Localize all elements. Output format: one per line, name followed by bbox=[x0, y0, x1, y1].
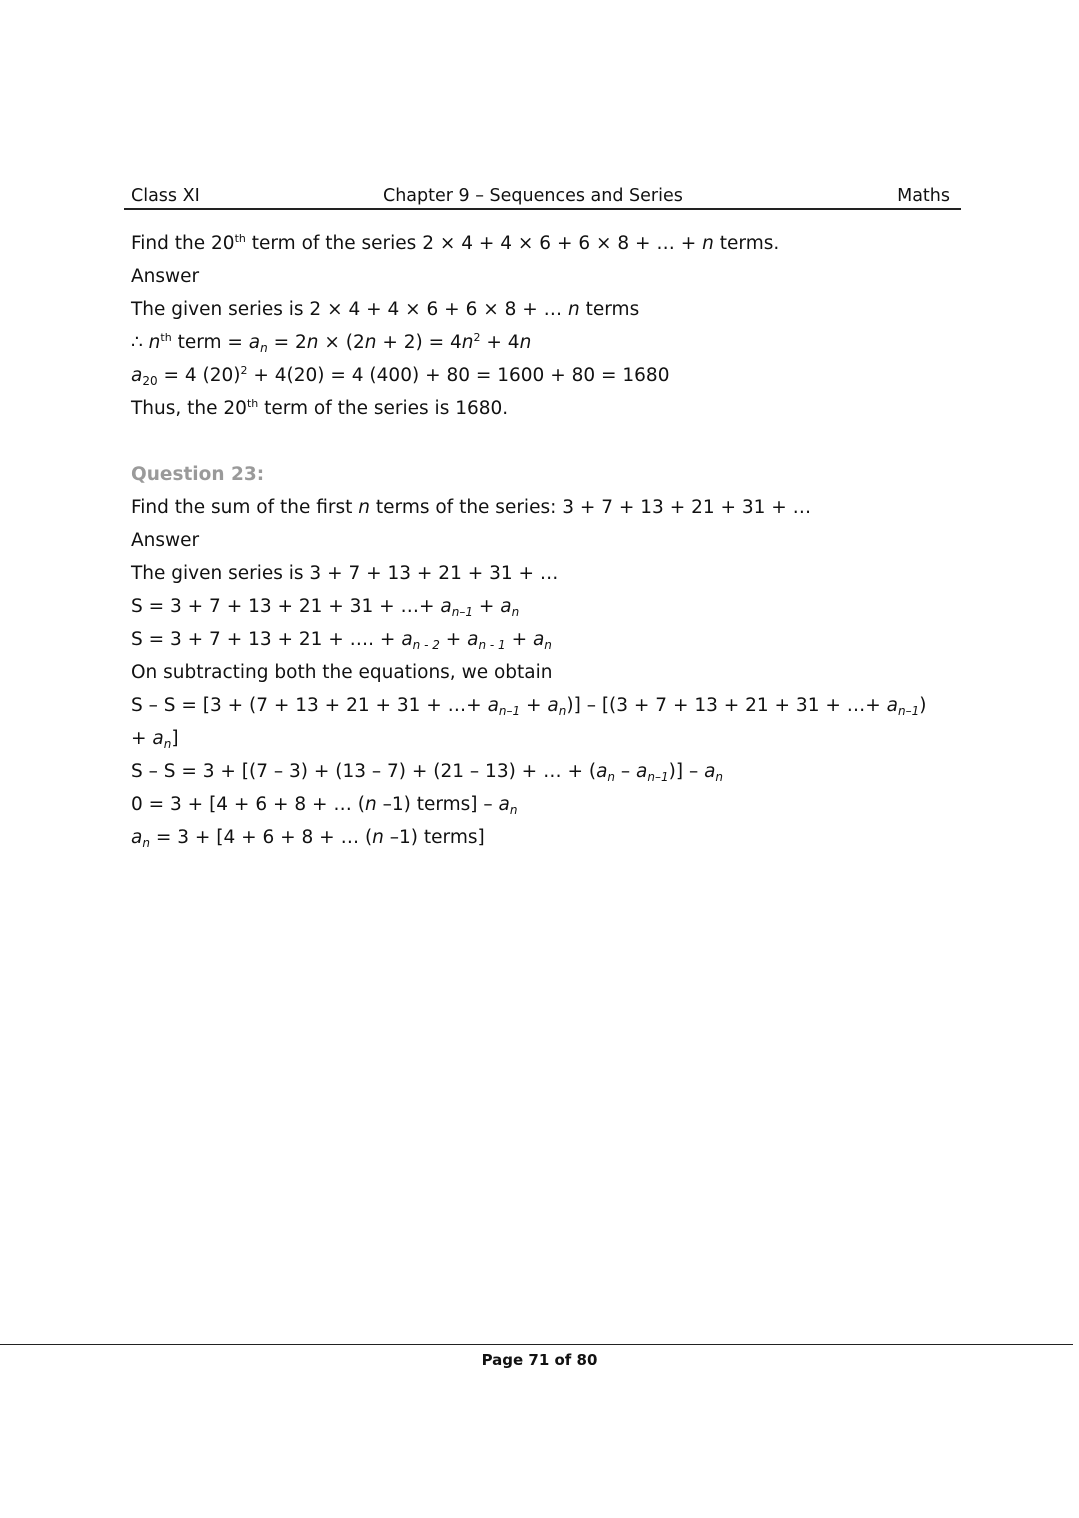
q23-ss-equation-1: S – S = [3 + (7 + 13 + 21 + 31 + …+ $a_{n-1} + a_n)] - [(3 + 7 + 13 + 21 + 31$ + …+ $a_{n-1}$) bbox=[131, 695, 927, 718]
q23-question: Find the sum of the first n terms of the series: 3 + 7 + 13 + 21 + 31 + … bbox=[131, 497, 812, 518]
header-class: Class XI bbox=[131, 186, 200, 206]
q22-conclusion: Thus, the 20th term of the series is 1680. bbox=[131, 397, 509, 419]
footer-divider bbox=[0, 1344, 1073, 1345]
q23-ss-equation-1-cont: + $a_n$] bbox=[131, 728, 179, 751]
spacer bbox=[131, 425, 961, 458]
page-number: Page 71 of 80 bbox=[481, 1351, 598, 1369]
q23-ss-equation-2: S – S = 3 + [(7 – 3) + (13 – 7) + (21 – 13) + … + $(a_n - a_{n-1})] - a_n$ bbox=[131, 761, 724, 784]
q23-s-equation-2: S = 3 + 7 + 13 + 21 + …. + $a_{n - 2} + a_{n - 1} + a_n$ bbox=[131, 629, 552, 652]
q22-given: The given series is 2 × 4 + 4 × 6 + 6 × 8 + … n terms bbox=[131, 299, 640, 320]
q23-heading: Question 23: bbox=[131, 464, 265, 485]
q22-nth-term: ∴ $n^{th}$ term = $a_n = 2n \times (2n + 2) = 4n^2 + 4n$ bbox=[131, 331, 532, 355]
q23-answer-label: Answer bbox=[131, 530, 200, 551]
page-header bbox=[124, 186, 961, 210]
q23-s-equation-1: S = 3 + 7 + 13 + 21 + 31 + …+ $a_{n-1} + a_n$ bbox=[131, 596, 520, 619]
q23-an-equation: $a_n = 3 + [4 + 6 + 8$ + … (n –1) terms] bbox=[131, 827, 485, 850]
q23-subtract-text: On subtracting both the equations, we obtain bbox=[131, 662, 553, 683]
q23-given: The given series is 3 + 7 + 13 + 21 + 31 + … bbox=[131, 563, 559, 584]
q23-zero-equation: 0 = 3 + [4 + 6 + 8 + … (n –1) terms] – $a_n$ bbox=[131, 794, 518, 817]
q22-a20: $a_{20} = 4$ $(20)^2 + 4(20) = 4$ (400) + 80 = 1600 + 80 = 1680 bbox=[131, 364, 670, 388]
header-subject: Maths bbox=[897, 186, 950, 206]
q22-answer-label: Answer bbox=[131, 266, 200, 287]
q22-question: Find the 20th term of the series 2 × 4 + 4 × 6 + 6 × 8 + … + n terms. bbox=[131, 232, 780, 254]
page-content bbox=[131, 227, 961, 854]
header-chapter: Chapter 9 – Sequences and Series bbox=[383, 186, 683, 206]
